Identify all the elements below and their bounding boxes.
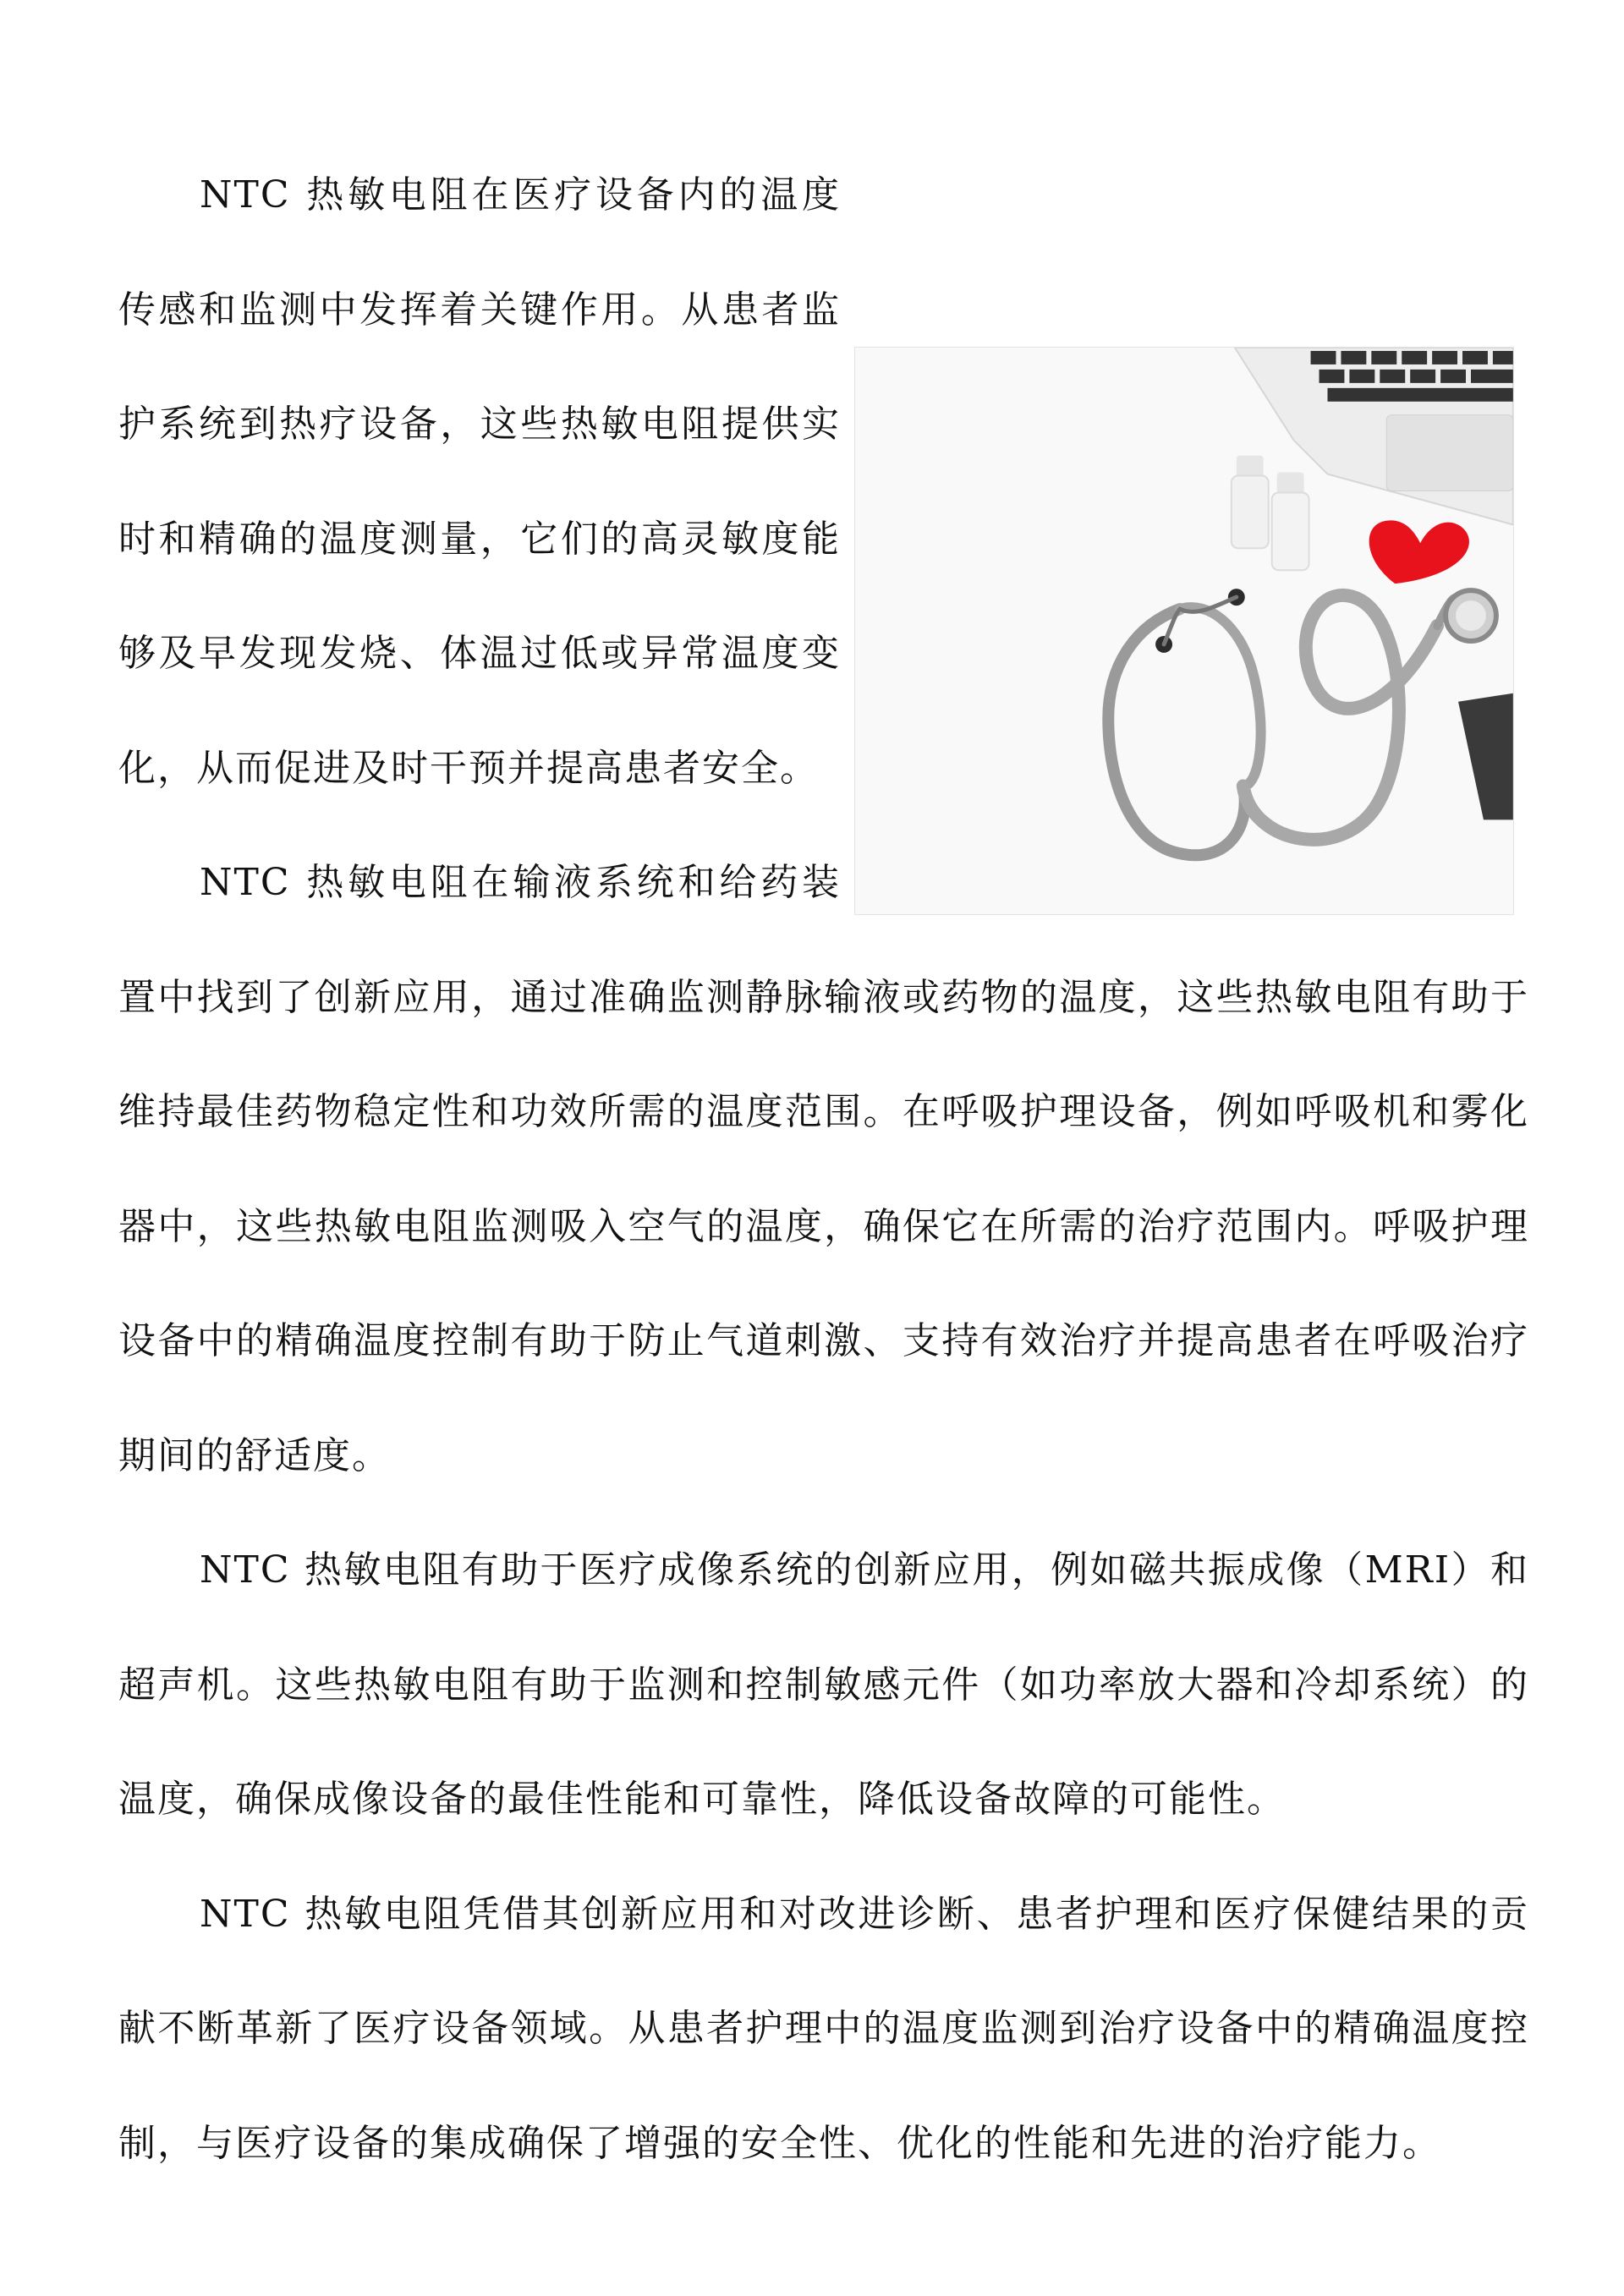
article-body (118, 138, 1529, 2200)
paragraph-4: NTC 热敏电阻凭借其创新应用和对改进诊断、患者护理和医疗保健结果的贡献不断革新了医疗设备领域。从患者护理中的温度监测到治疗设备中的精确温度控制，与医疗设备的集成确保了增强的安全性、优化的性能和先进的治疗能力。 (118, 1892, 1529, 2165)
paragraph-3: NTC 热敏电阻有助于医疗成像系统的创新应用，例如磁共振成像（MRI）和超声机。这些热敏电阻有助于监测和控制敏感元件（如功率放大器和冷却系统）的温度，确保成像设备的最佳性能和可靠性，降低设备故障的可能性。 (118, 1548, 1529, 1821)
paragraph-1: NTC 热敏电阻在医疗设备内的温度传感和监测中发挥着关键作用。从患者监护系统到热疗设备，这些热敏电阻提供实时和精确的温度测量，它们的高灵敏度能够及早发现发烧、体温过低或异常温度变化，从而促进及时干预并提高患者安全。 (118, 173, 841, 790)
paragraph-2: NTC 热敏电阻在输液系统和给药装置中找到了创新应用，通过准确监测静脉输液或药物的温度，这些热敏电阻有助于维持最佳药物稳定性和功效所需的温度范围。在呼吸护理设备，例如呼吸机和雾化器中，这些热敏电阻监测吸入空气的温度，确保它在所需的治疗范围内。呼吸护理设备中的精确温度控制有助于防止气道刺激、支持有效治疗并提高患者在呼吸治疗期间的舒适度。 (118, 861, 1529, 1477)
